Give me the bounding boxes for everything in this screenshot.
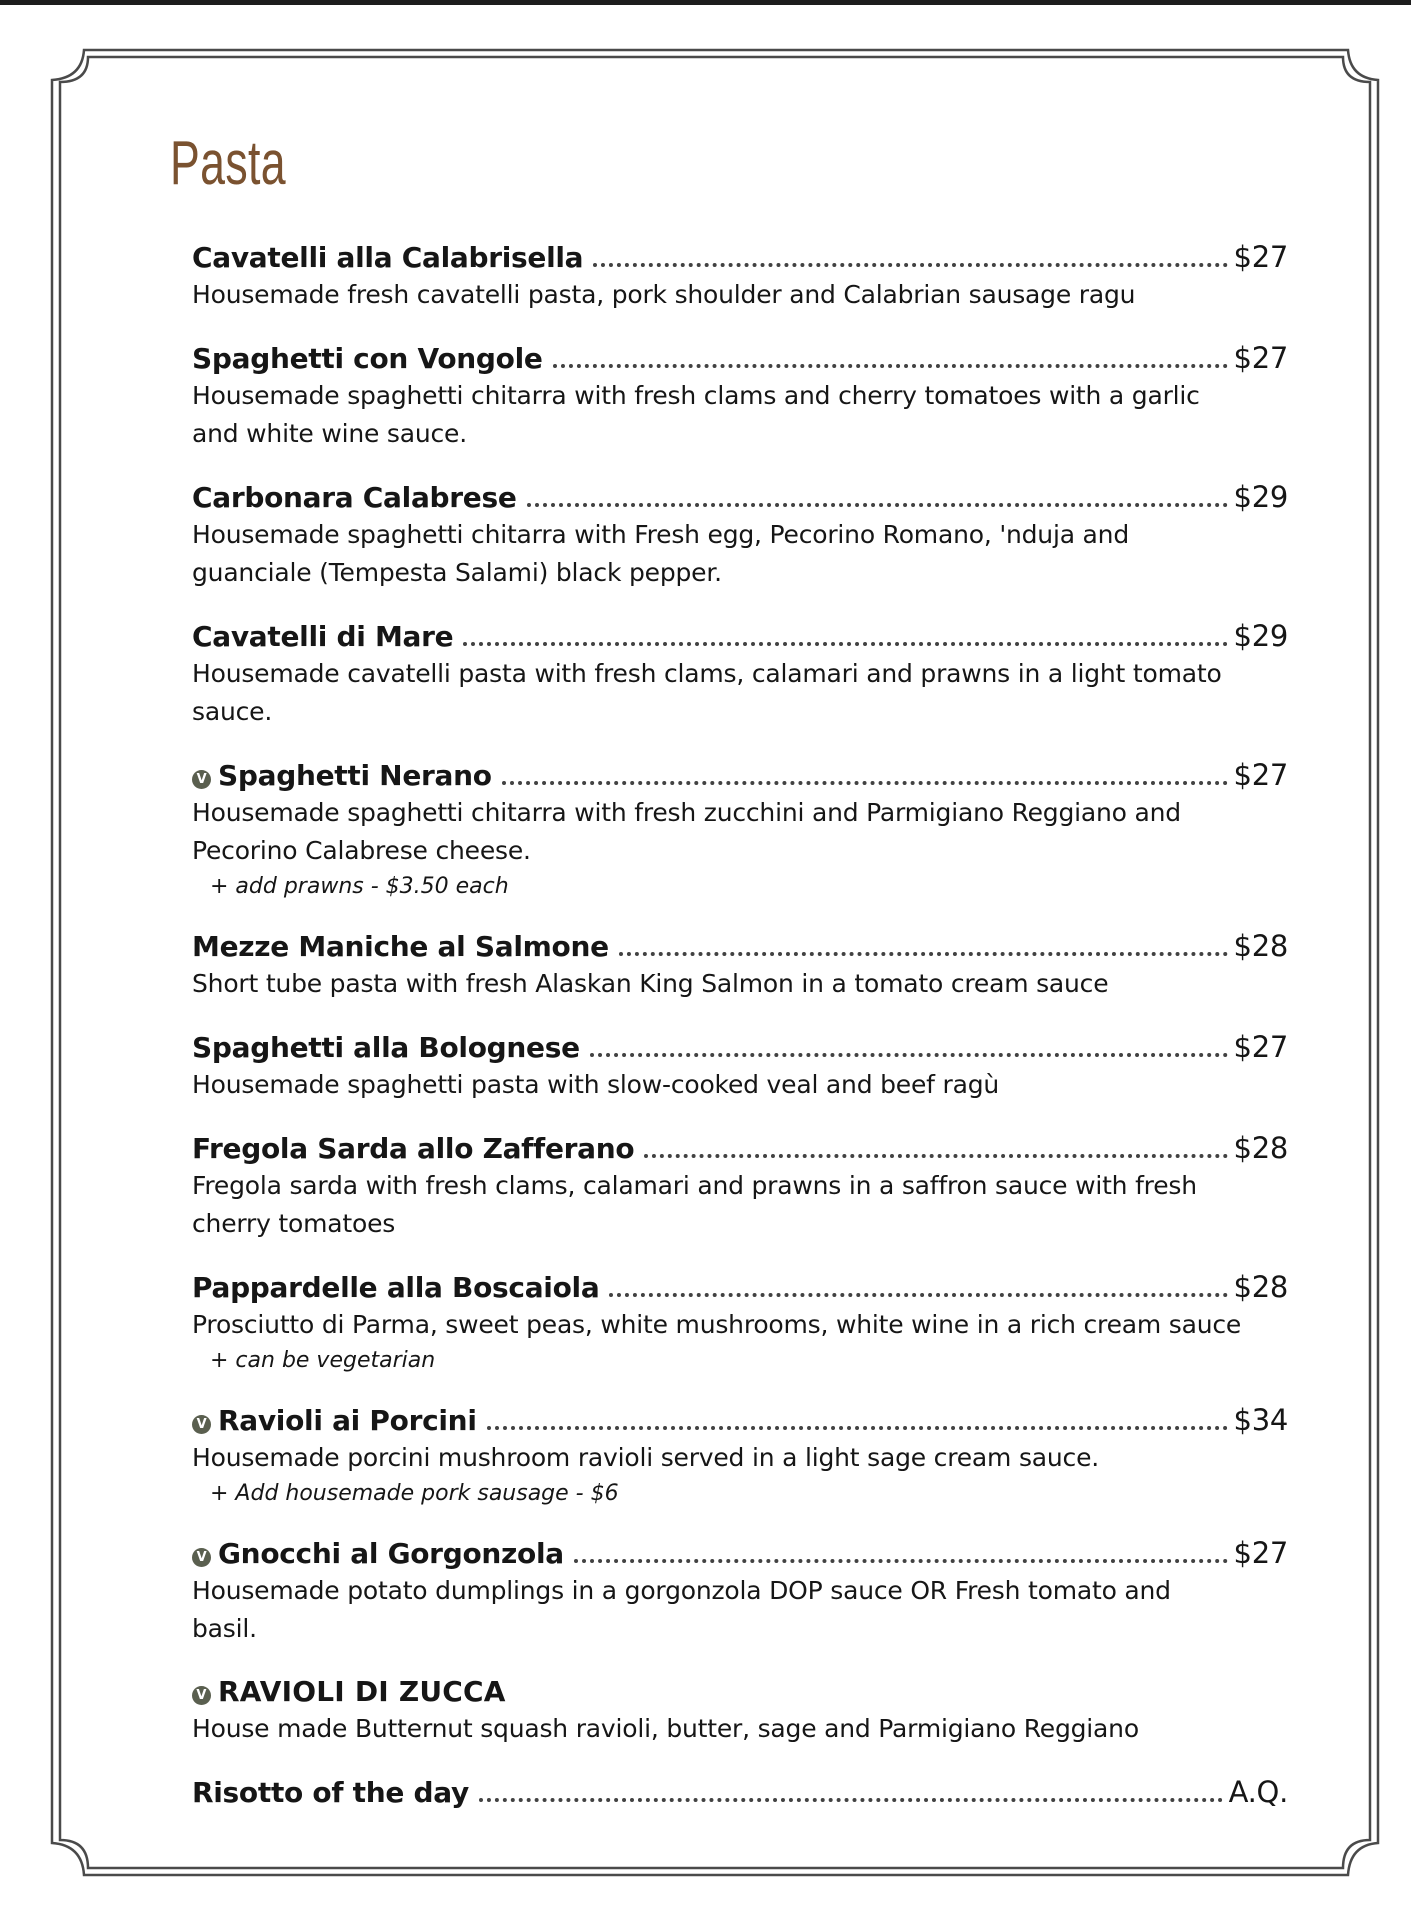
- item-name: [192, 1132, 644, 1165]
- menu-list: [192, 240, 1288, 1836]
- dot-leader: [590, 1053, 1228, 1057]
- dot-leader: [502, 781, 1228, 785]
- section-title: Pasta: [170, 129, 286, 198]
- dot-leader: [619, 952, 1228, 956]
- item-price: A.Q.: [1228, 1775, 1288, 1809]
- dot-leader: [553, 364, 1228, 368]
- item-name: [192, 930, 619, 963]
- menu-item-row: [192, 929, 1288, 963]
- vegetarian-icon: V: [192, 1686, 211, 1705]
- menu-item-row: [192, 1403, 1288, 1437]
- item-name-text: Cavatelli di Mare: [192, 620, 454, 653]
- item-name-text: Risotto of the day: [192, 1776, 469, 1809]
- menu-item: [192, 1775, 1288, 1809]
- item-price: $28: [1233, 929, 1288, 963]
- item-price: $29: [1233, 619, 1288, 653]
- menu-item-row: [192, 480, 1288, 514]
- item-name: [192, 481, 527, 514]
- item-price: $34: [1233, 1403, 1288, 1437]
- menu-item: [192, 480, 1288, 592]
- item-price: $27: [1233, 240, 1288, 274]
- menu-item: [192, 1536, 1288, 1648]
- item-name: [192, 1031, 590, 1064]
- dot-leader: [593, 263, 1227, 267]
- menu-item: [192, 1131, 1288, 1243]
- dot-leader: [644, 1154, 1227, 1158]
- item-price: $27: [1233, 341, 1288, 375]
- item-price: $29: [1233, 480, 1288, 514]
- item-name: [192, 342, 553, 375]
- item-name-text: Carbonara Calabrese: [192, 481, 517, 514]
- item-name-text: RAVIOLI DI ZUCCA: [218, 1675, 506, 1708]
- item-name: [192, 1404, 487, 1437]
- menu-item-row: [192, 1030, 1288, 1064]
- item-description: House made Butternut squash ravioli, butter, sage and Parmigiano Reggiano: [192, 1714, 1139, 1743]
- item-name-text: Spaghetti alla Bolognese: [192, 1031, 580, 1064]
- dot-leader: [574, 1559, 1228, 1563]
- dot-leader: [479, 1798, 1223, 1802]
- item-description: Housemade spaghetti pasta with slow-cooked veal and beef ragù: [192, 1070, 1000, 1099]
- item-description: Housemade spaghetti chitarra with Fresh egg, Pecorino Romano, 'nduja and guanciale (Tempesta Salami) black pepper.: [192, 520, 1129, 587]
- item-name-text: Mezze Maniche al Salmone: [192, 930, 609, 963]
- item-price: $27: [1233, 758, 1288, 792]
- item-description: Prosciutto di Parma, sweet peas, white mushrooms, white wine in a rich cream sauce: [192, 1310, 1242, 1339]
- item-description: Housemade spaghetti chitarra with fresh zucchini and Parmigiano Reggiano and Pecorino Calabrese cheese.: [192, 798, 1181, 865]
- menu-item: [192, 1403, 1288, 1509]
- dot-leader: [487, 1426, 1228, 1430]
- dot-leader: [527, 503, 1228, 507]
- menu-item: [192, 1270, 1288, 1376]
- item-description: Housemade spaghetti chitarra with fresh clams and cherry tomatoes with a garlic and white wine sauce.: [192, 381, 1200, 448]
- item-name-text: Fregola Sarda allo Zafferano: [192, 1132, 635, 1165]
- vegetarian-icon: V: [192, 1548, 211, 1567]
- item-name: [192, 759, 502, 792]
- item-name: [192, 1776, 479, 1809]
- item-name-text: Gnocchi al Gorgonzola: [218, 1537, 564, 1570]
- item-addon-note: + add prawns - $3.50 each: [210, 874, 509, 899]
- item-name: [192, 241, 593, 274]
- menu-item: [192, 240, 1288, 314]
- menu-item: [192, 619, 1288, 731]
- menu-item: [192, 341, 1288, 453]
- menu-item-row: [192, 1270, 1288, 1304]
- item-description: Housemade potato dumplings in a gorgonzola DOP sauce OR Fresh tomato and basil.: [192, 1576, 1171, 1643]
- item-name-text: Spaghetti con Vongole: [192, 342, 543, 375]
- item-name: [192, 1271, 609, 1304]
- menu-item-row: [192, 1536, 1288, 1570]
- item-price: $27: [1233, 1030, 1288, 1064]
- dot-leader: [463, 642, 1227, 646]
- item-name-text: Ravioli ai Porcini: [218, 1404, 477, 1437]
- item-description: Housemade porcini mushroom ravioli served in a light sage cream sauce.: [192, 1443, 1100, 1472]
- item-description: Fregola sarda with fresh clams, calamari and prawns in a saffron sauce with fresh cherry tomatoes: [192, 1171, 1197, 1238]
- menu-item: [192, 1675, 1288, 1748]
- item-name-text: Spaghetti Nerano: [218, 759, 492, 792]
- menu-item-row: [192, 1775, 1288, 1809]
- item-name: [192, 1537, 574, 1570]
- dot-leader: [609, 1293, 1227, 1297]
- menu-item-row: [192, 341, 1288, 375]
- menu-item-row: [192, 240, 1288, 274]
- item-description: Short tube pasta with fresh Alaskan King Salmon in a tomato cream sauce: [192, 969, 1109, 998]
- item-addon-note: + can be vegetarian: [210, 1348, 436, 1373]
- menu-item-row: [192, 758, 1288, 792]
- menu-item: [192, 929, 1288, 1003]
- item-name: [192, 1675, 516, 1708]
- item-addon-note: + Add housemade pork sausage - $6: [210, 1481, 619, 1506]
- vegetarian-icon: V: [192, 770, 211, 789]
- vegetarian-icon: V: [192, 1415, 211, 1434]
- menu-item: [192, 758, 1288, 902]
- item-price: $27: [1233, 1536, 1288, 1570]
- item-name-text: Cavatelli alla Calabrisella: [192, 241, 584, 274]
- menu-item-row: [192, 619, 1288, 653]
- menu-item-row: [192, 1131, 1288, 1165]
- item-description: Housemade cavatelli pasta with fresh clams, calamari and prawns in a light tomato sauce.: [192, 659, 1222, 726]
- item-name: [192, 620, 463, 653]
- item-description: Housemade fresh cavatelli pasta, pork shoulder and Calabrian sausage ragu: [192, 280, 1136, 309]
- item-price: $28: [1233, 1270, 1288, 1304]
- menu-item: [192, 1030, 1288, 1104]
- item-price: $28: [1233, 1131, 1288, 1165]
- menu-item-row: [192, 1675, 1288, 1708]
- item-name-text: Pappardelle alla Boscaiola: [192, 1271, 600, 1304]
